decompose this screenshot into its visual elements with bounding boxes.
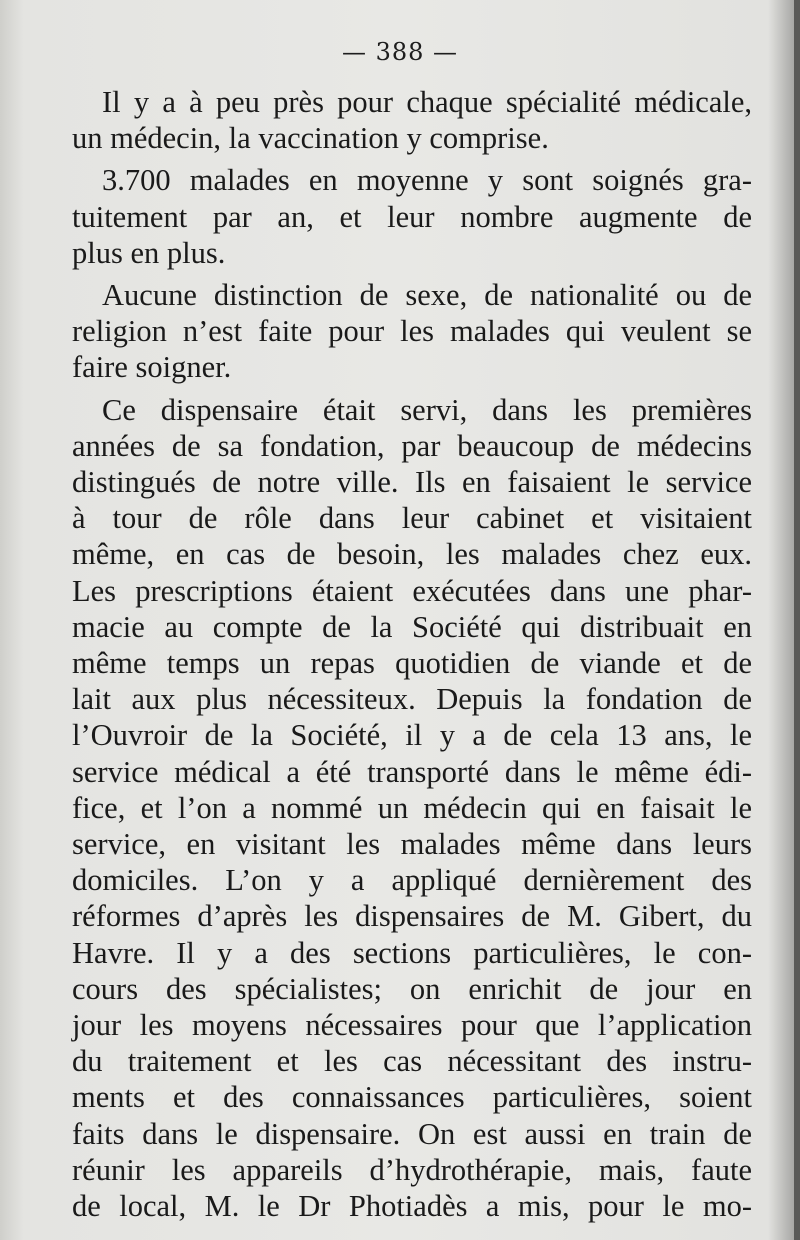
paragraph: [72, 277, 752, 386]
text-line: réunir les appareils d’hydrothérapie, mais, faute: [72, 1152, 752, 1187]
paragraph: [72, 84, 752, 156]
paragraph: [72, 392, 752, 1225]
text-line: Havre. Il y a des sections particulières, le con-: [72, 935, 752, 970]
text-line: Aucune distinction de sexe, de nationalité ou de: [102, 278, 752, 313]
text-line: fice, et l’on a nommé un médecin qui en faisait le: [72, 790, 752, 825]
text-line: service médical a été transporté dans le même édi-: [72, 754, 752, 789]
text-line: tuitement par an, et leur nombre augmente de: [72, 199, 752, 234]
text-line: du traitement et les cas nécessitant des instru-: [72, 1044, 752, 1079]
text-line: même, en cas de besoin, les malades chez eux.: [72, 537, 752, 572]
text-line: de local, M. le Dr Photiadès a mis, pour le mo-: [72, 1189, 752, 1224]
text-line: service, en visitant les malades même dans leurs: [72, 827, 752, 862]
page-number: — 388 —: [341, 38, 459, 66]
text-line: domiciles. L’on y a appliqué dernièrement des: [72, 863, 752, 898]
text-line: religion n’est faite pour les malades qui veulent se: [72, 314, 752, 349]
text-line: Il y a à peu près pour chaque spécialité médicale,: [102, 85, 752, 119]
text-line: plus en plus.: [72, 235, 226, 270]
text-line: cours des spécialistes; on enrichit de jour en: [72, 971, 752, 1006]
text-line: Ce dispensaire était servi, dans les premières: [102, 392, 752, 427]
text-line: à tour de rôle dans leur cabinet et visitaient: [72, 501, 752, 536]
text-line: macie au compte de la Société qui distribuait en: [72, 609, 752, 644]
body-text: [72, 84, 752, 1230]
text-line: distingués de notre ville. Ils en faisaient le service: [72, 465, 752, 500]
text-line: un médecin, la vaccination y comprise.: [72, 121, 549, 156]
paragraph: [72, 162, 752, 271]
text-line: lait aux plus nécessiteux. Depuis la fondation de: [72, 682, 752, 717]
text-line: jour les moyens nécessaires pour que l’application: [72, 1008, 752, 1043]
text-line: faire soigner.: [72, 350, 232, 385]
page-edge-shadow: [794, 0, 800, 1240]
text-line: années de sa fondation, par beaucoup de médecins: [72, 428, 752, 463]
text-line: ments et des connaissances particulières, soient: [72, 1080, 752, 1115]
text-line: l’Ouvroir de la Société, il y a de cela 13 ans, le: [72, 718, 752, 753]
text-line: même temps un repas quotidien de viande et de: [72, 646, 752, 681]
text-line: Les prescriptions étaient exécutées dans une phar-: [72, 573, 752, 608]
text-line: faits dans le dispensaire. On est aussi en train de: [72, 1116, 752, 1151]
text-line: 3.700 malades en moyenne y sont soignés gra-: [102, 163, 752, 198]
text-line: réformes d’après les dispensaires de M. Gibert, du: [72, 899, 752, 934]
